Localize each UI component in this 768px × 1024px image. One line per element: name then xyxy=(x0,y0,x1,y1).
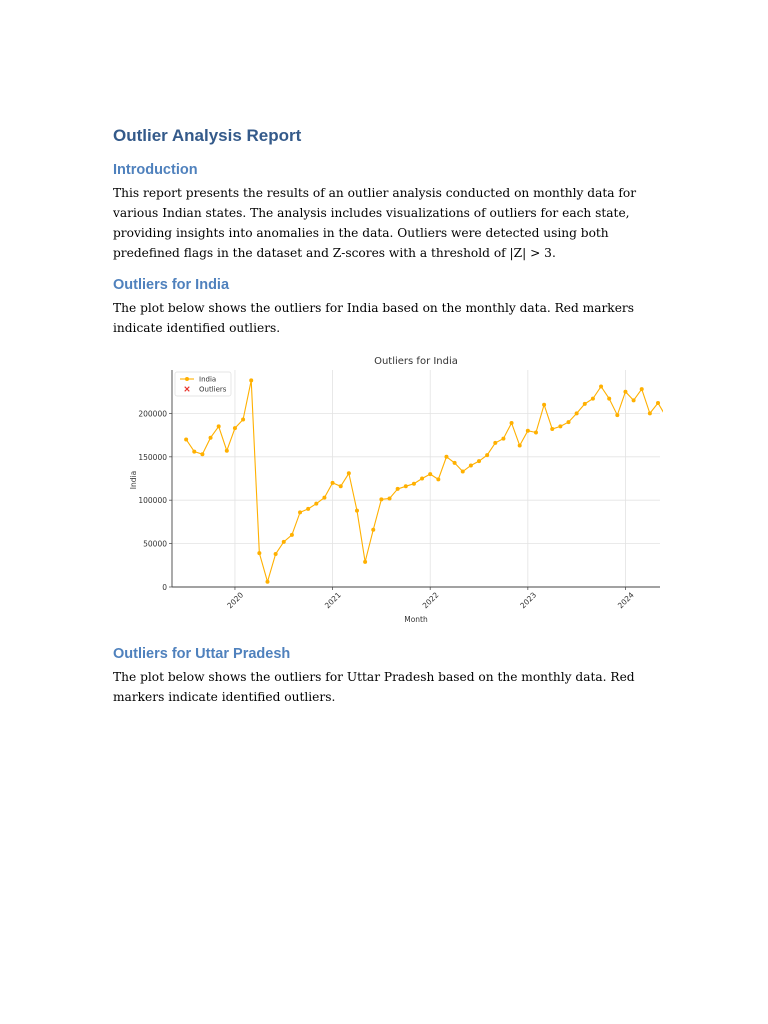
india-data-point xyxy=(200,452,204,456)
india-data-point xyxy=(184,437,188,441)
india-data-point xyxy=(298,510,302,514)
india-data-point xyxy=(412,482,416,486)
india-data-point xyxy=(331,481,335,485)
legend-india-marker xyxy=(185,377,189,381)
india-data-point xyxy=(575,411,579,415)
india-data-point xyxy=(241,417,245,421)
chart-title: Outliers for India xyxy=(374,356,458,367)
india-data-point xyxy=(453,461,457,465)
section-heading-uttar-pradesh: Outliers for Uttar Pradesh xyxy=(113,646,291,662)
india-data-point xyxy=(363,560,367,564)
india-data-point xyxy=(444,455,448,459)
india-data-point xyxy=(233,426,237,430)
india-data-point xyxy=(542,403,546,407)
india-data-point xyxy=(282,540,286,544)
y-tick-label: 0 xyxy=(162,583,167,592)
section-heading-introduction: Introduction xyxy=(113,162,198,178)
introduction-paragraph: This report presents the results of an outlier analysis conducted on monthly data for various Indian states. The analysis includes visualizations of outliers for each state, providing insights into anomalies in the data. Outliers were detected using both predefined flags in the dataset and Z-scores with a threshold of |Z| > 3. xyxy=(113,186,637,260)
y-tick-label: 100000 xyxy=(138,496,167,506)
x-tick-label: 2024 xyxy=(615,590,636,611)
india-data-point xyxy=(485,453,489,457)
uttar-pradesh-paragraph: The plot below shows the outliers for Uttar Pradesh based on the monthly data. Red markers indicate identified outliers. xyxy=(113,670,635,704)
india-data-point xyxy=(379,497,383,501)
india-data-point xyxy=(347,471,351,475)
y-tick-label: 150000 xyxy=(138,452,167,462)
india-data-point xyxy=(534,430,538,434)
india-data-point xyxy=(469,463,473,467)
india-data-point xyxy=(322,496,326,500)
india-data-point xyxy=(567,420,571,424)
india-data-point xyxy=(501,437,505,441)
india-data-point xyxy=(404,484,408,488)
india-paragraph: The plot below shows the outliers for India based on the monthly data. Red markers indicate identified outliers. xyxy=(113,301,634,335)
section-heading-india: Outliers for India xyxy=(113,277,230,293)
x-tick-label: 2020 xyxy=(225,590,246,611)
x-tick-label: 2022 xyxy=(420,590,441,611)
india-data-point xyxy=(607,397,611,401)
india-data-point xyxy=(558,424,562,428)
india-data-point xyxy=(583,402,587,406)
india-data-point xyxy=(249,378,253,382)
x-tick-label: 2023 xyxy=(518,590,539,611)
india-data-point xyxy=(615,413,619,417)
india-data-point xyxy=(306,507,310,511)
y-axis-label: India xyxy=(129,470,138,490)
india-data-point xyxy=(640,387,644,391)
india-data-point xyxy=(623,390,627,394)
document-page-lower xyxy=(113,646,653,707)
india-data-point xyxy=(209,436,213,440)
india-data-point xyxy=(396,487,400,491)
y-tick-label: 50000 xyxy=(143,539,167,549)
india-data-point xyxy=(436,477,440,481)
legend-india-label: India xyxy=(199,375,217,384)
india-data-point xyxy=(493,441,497,445)
india-data-point xyxy=(225,449,229,453)
india-data-point xyxy=(656,401,660,405)
india-outlier-chart xyxy=(118,350,663,628)
india-data-point xyxy=(550,427,554,431)
india-data-point xyxy=(591,397,595,401)
india-data-point xyxy=(599,384,603,388)
india-data-point xyxy=(518,444,522,448)
y-tick-label: 200000 xyxy=(138,409,167,419)
x-tick-label: 2021 xyxy=(322,590,343,611)
india-data-point xyxy=(314,502,318,506)
india-data-point xyxy=(265,580,269,584)
india-data-point xyxy=(274,552,278,556)
india-data-point xyxy=(428,472,432,476)
legend-outliers-label: Outliers xyxy=(199,385,227,394)
india-data-point xyxy=(510,421,514,425)
india-data-point xyxy=(461,470,465,474)
india-data-point xyxy=(632,398,636,402)
india-data-point xyxy=(371,528,375,532)
india-data-point xyxy=(420,477,424,481)
india-data-point xyxy=(290,533,294,537)
india-data-point xyxy=(648,411,652,415)
india-data-point xyxy=(526,429,530,433)
report-title: Outlier Analysis Report xyxy=(113,126,302,145)
india-data-point xyxy=(339,484,343,488)
india-data-point xyxy=(388,496,392,500)
india-data-point xyxy=(217,424,221,428)
x-axis-label: Month xyxy=(404,615,428,624)
chart-svg xyxy=(118,350,663,628)
india-data-point xyxy=(257,551,261,555)
india-data-point xyxy=(477,459,481,463)
india-data-point xyxy=(192,450,196,454)
document-page xyxy=(113,118,653,338)
india-data-point xyxy=(355,509,359,513)
